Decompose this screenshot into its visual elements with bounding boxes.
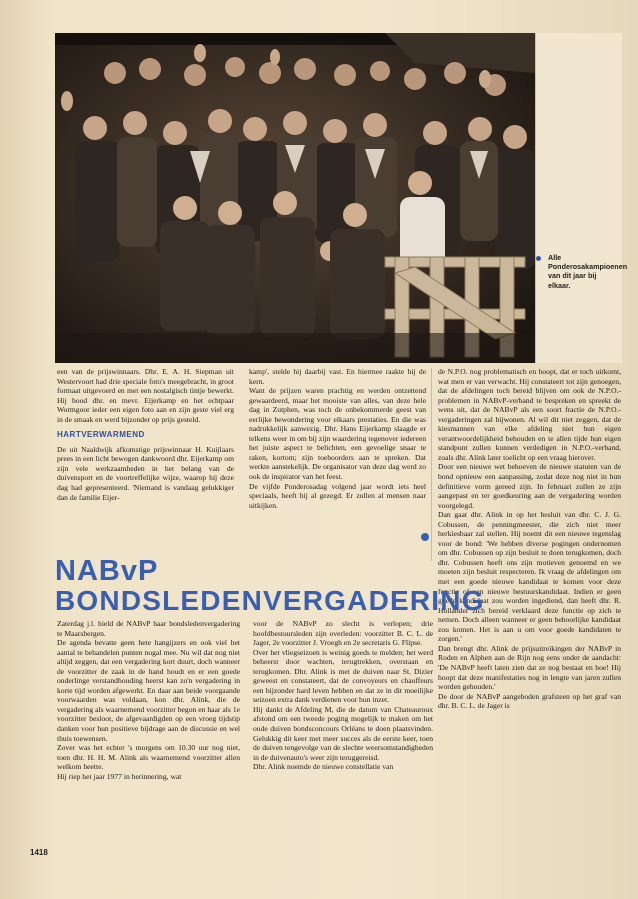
paragraph: Hij riep het jaar 1977 in herinnering, wat [57, 771, 182, 781]
title-line-1: NABvP [55, 555, 159, 587]
group-photo-image [55, 33, 535, 363]
paragraph: kamp', stelde hij daarbij vast. En hiermee raakte hij de kern. [249, 367, 426, 386]
paragraph: Dan gaat dhr. Alink in op het besluit van dhr. C. J. G. Cobussen, de penningmeester, die zich niet meer herkiesbaar zal stellen. Hij noemt dit een nieuwe tegenslag voor de bond: 'We hebben diverse pogingen ondernomen om dhr. Cobussen op zijn besluit te doen terugkomen, doch dhr. Cobussen heeft ons zijn motieven genoemd en we moeten zijn besluit respecteren. Ik vraag de afdelingen om met een goede nieuwe kandidaat te komen voor deze functie of een nieuwe bestuurskandidaat. Indien er geen goede kandidaat zou worden ingediend, dan heeft dhr. R. Hollander zich bereid verklaard deze functie op zich te nemen. Doch alleen wanneer er geen behoorlijke kandidaat zou komen. Het is aan u om voor goede kandidaten te zorgen.' [438, 510, 621, 644]
article-top-column-2 [249, 367, 426, 510]
title-line-2: BONDSLEDENVERGADERING [55, 585, 485, 616]
caption-bullet-icon [536, 256, 541, 261]
article-column-3 [438, 367, 621, 711]
paragraph: Dan brengt dhr. Alink de prijsuitreikingen der NABvP in Roden en Alphen aan de Rijn nog eens onder de aandacht: 'De NABvP heeft laten zien dat ze nog bestaat en hoe! Hij hoopt dat deze manifestaties nog in lengte van jaren zullen worden gehouden.' [438, 643, 621, 692]
article-bottom-column-1 [57, 619, 240, 781]
article-title [55, 556, 485, 616]
article-bottom-column-2 [253, 619, 433, 772]
paragraph: De door de NABvP aangeboden grafsteen op het graf van dhr. B. C. L. de Jager is [438, 691, 621, 711]
paragraph: De vijfde Ponderosadag volgend jaar wordt iets heel speciaals, heeft hij al gezegd. Er zullen al mensen naar uitkijken. [249, 481, 426, 510]
group-photo [55, 33, 535, 363]
caption-panel [535, 33, 628, 363]
paragraph: De agenda bevatte geen hete hangijzers en ook viel het aantal te behandelen punten nogal mee. Nu wil dat nog niet altijd zeggen, dat een vergadering kort duurt, doch wanneer de voorzitter de zaak in de hand houdt en er een goede onderlinge verstandhouding heerst kan zo'n vergadering in korte tijd worden afgewerkt. En daar aan beide voorgaande voorwaarden was voldaan, kon dhr. Alink, die de vergadering als waarnemend voorzitter begon en haar als 1e voorzitter besloot, de afgevaardigden op een vroeg tijdstip danken voor hun positieve bijdrage aan de discussie en wel thuis toewensen. [57, 638, 240, 743]
column-divider [431, 368, 432, 561]
paragraph: Hij dankt de Afdeling M, die de datum van Chateauroux afstond om een tweede poging mogelijk te maken om het oude duiven bondsconcours Orléans te doen plaatsvinden. Gelukkig dit keer met meer succes als de eerste keer, toen de duiven tengevolge van de slechte weersomstandigheden in de duivenauto's weer zijn teruggereisd. [253, 704, 433, 762]
paragraph: de N.P.O. nog problematisch en hoopt, dat er toch uitkomt, wat men er van verwacht. Hij constateert tot zijn genoegen, dat de afdelingen toch bereid blijven om ook de N.P.O.-problemen in NABvP-verband te bespreken en spreekt de wens uit, dat de NABvP als een soort fractie de N.P.O.-vergaderingen zal bijwonen. Al wil dit niet zeggen, dat de kiesmannen van elke afdeling niet hun eigen verantwoordelijkheid behouden en te allen tijde hun eigen standpunt zullen kunnen verdedigen in N.P.O.-verband, zoals dhr. Alink later toelicht op een vraag hierover. [438, 367, 621, 462]
paragraph: Door een nieuwe wet behoeven de nieuwe statuten van de bond opnieuw een aanpassing, zodat deze nog niet in hun definitieve vorm gereed zijn. In februari zullen ze zijn aangepast en ter goedkeuring aan de vergadering worden voorgelegd. [438, 462, 621, 510]
paragraph: Over het vliegseizoen is weinig goeds te melden; het werd beheerst door wachten, terugtrekken, overstaan en terugkomen. Dhr. Alink is met de duiven naar St. Dizier geweest en constateert, dat de convoyeurs en chauffeurs een bijzonder hard leven hebben en dat ze in dit moeilijke seizoen extra dank verdienen voor hun inzet. [253, 647, 433, 705]
article-end-icon [421, 533, 429, 541]
paragraph: voor de NABvP zo slecht is verlopen; drie hoofdbestuursleden zijn overleden: voorzitter B. C. L. de Jager, 2e voorzitter J. Vroegh en 2e secretaris G. Flipse. [253, 619, 433, 648]
paragraph: een van de prijswinnaars. Dhr. E. A. H. Siepman uit Westervoort had drie speciale foto's meegebracht, in groot formaat uitgevoerd en met een nostalgisch tintje bewerkt. Hij bood dhr. en mevr. Eijerkamp en het echtpaar Wormgoor ieder een eigen foto aan en zijn geste viel erg in de smaak en werd bijzonder op prijs gesteld. [57, 367, 234, 424]
photo-caption: Alle Ponderosakampioenen van dit jaar bij elkaar. [548, 253, 628, 290]
paragraph: Dhr. Alink noemde de nieuwe constellatie van [253, 762, 394, 772]
paragraph: De uit Naaldwijk afkomstige prijswinnaar H. Kuijlaars prees in een licht bewogen dankwoord dhr. Eijerkamp om zijn vele werkzaamheden in het belang van de duivensport en de voortreffelijke wijze, waarop hij deze dag had gepresenteerd. 'Niemand is vandaag gelukkiger dan de familie Eijer- [57, 444, 234, 502]
article-top-column-1 [57, 367, 234, 502]
paragraph: Zaterdag j.l. hield de NABvP haar bondsledenvergadering te Maarsbergen. [57, 619, 240, 638]
paragraph: Want de prijzen waren prachtig en werden ontzettend gewaardeerd, maar het mooiste van alles, van deze hele dag in Zutphen, was toch de onbekommerde geest van eerlijke bewondering voor elkaars prestaties. En die was nadrukkelijk aanwezig. Dhr. Hans Eijerkamp slaagde er telkens weer in om bij zijn waardering tegenover iedereen het juiste aspect te belichten, een gevoelige snaar te raken, kortom; zijn toehoorders aan te spreken. Dat werkte aanstekelijk. De organisator van deze dag werd zo ook de inspirator van het feest. [249, 386, 426, 482]
paragraph: Zover was het echter 's morgens om 10.30 uur nog niet, toen dhr. H. H. M. Alink als waarnemend voorzitter allen welkom heette. [57, 743, 240, 772]
section-subheading: HARTVERWARMEND [57, 430, 145, 440]
page-number: 1418 [30, 848, 48, 857]
